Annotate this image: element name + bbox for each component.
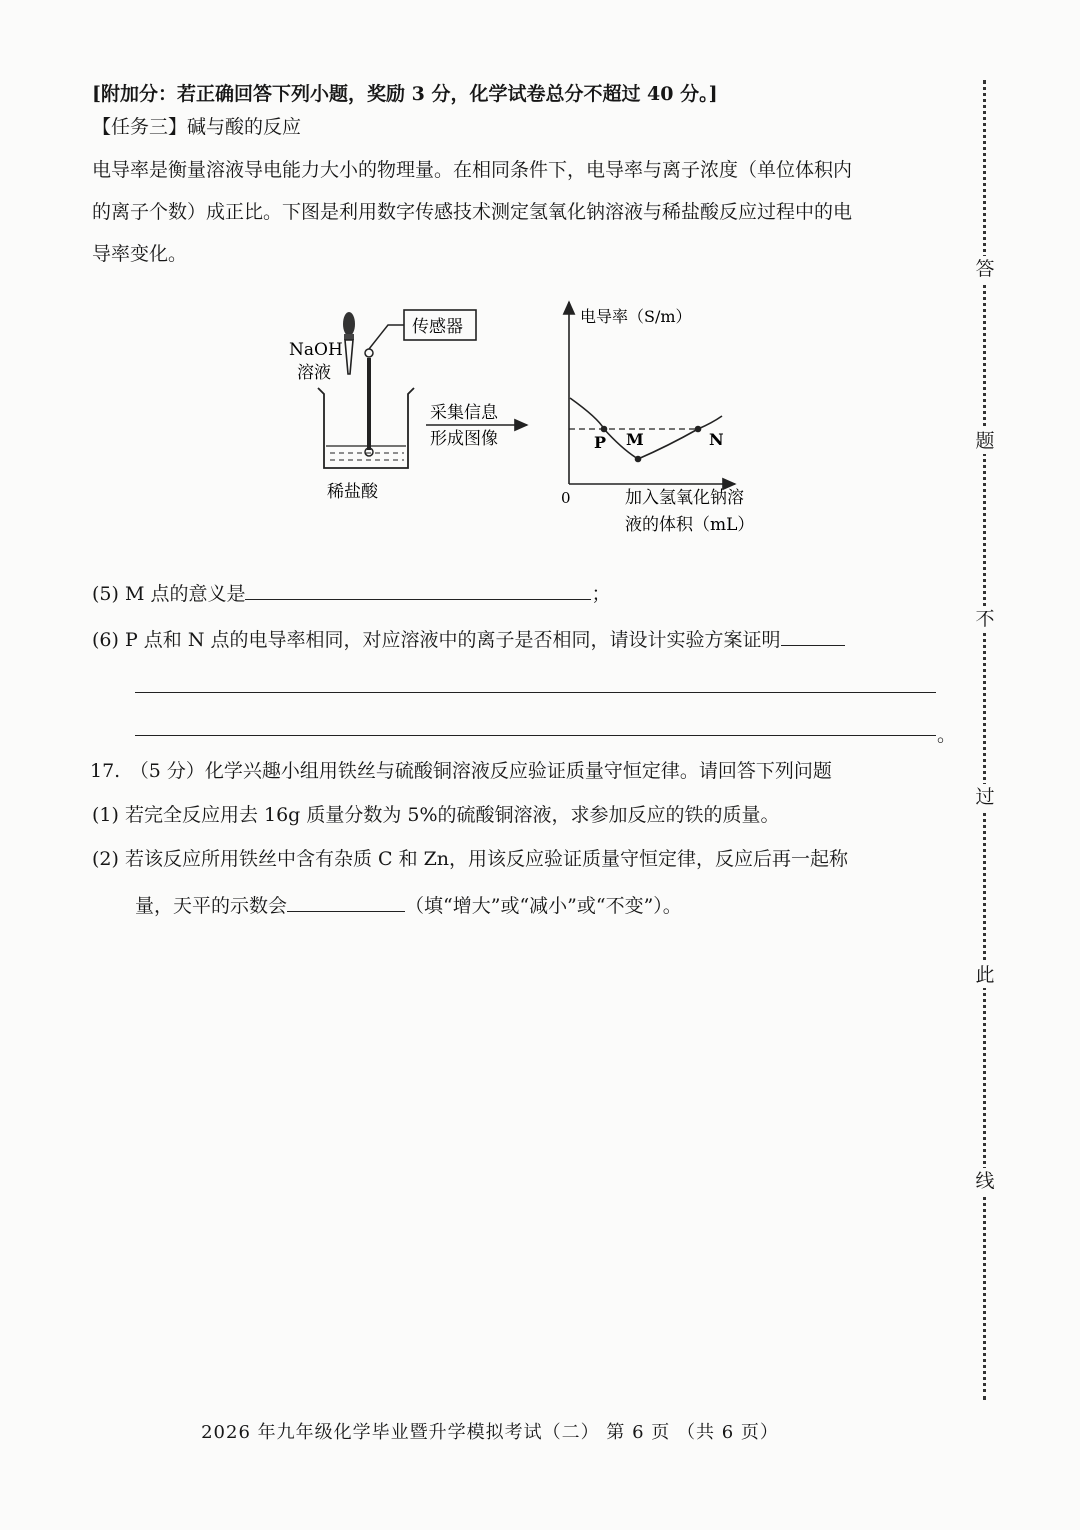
beaker-label: 稀盐酸 <box>327 482 378 502</box>
q6-end: 。 <box>937 724 957 746</box>
q17-sub2-text-a: 量，天平的示数会 <box>135 895 288 917</box>
q6-answer-blank-1[interactable] <box>781 627 845 646</box>
question-5 <box>92 580 610 608</box>
y-axis-label: 电导率（S/m） <box>580 307 692 326</box>
question-17-head: 17. （5 分）化学兴趣小组用铁丝与硫酸铜溶液反应验证质量守恒定律。请回答下列问题 <box>90 760 832 782</box>
question-17-sub2-line1: (2) 若该反应所用铁丝中含有杂质 C 和 Zn，用该反应验证质量守恒定律，反应后再一起称 <box>92 848 849 870</box>
naoh-label: NaOH <box>289 340 343 360</box>
q5-text: M 点的意义是 <box>124 583 246 605</box>
point-p-dot <box>601 426 608 433</box>
q17-answer-blank[interactable] <box>287 893 405 912</box>
question-6 <box>92 626 845 654</box>
q5-number: (5) <box>92 583 119 605</box>
arrow-label-2: 形成图像 <box>430 429 498 449</box>
task-title: 【任务三】碱与酸的反应 <box>92 116 302 138</box>
experiment-figure <box>0 290 800 540</box>
sensor-label: 传感器 <box>412 317 463 337</box>
seal-char-5: 此 <box>969 962 1001 988</box>
seal-char-1: 答 <box>969 256 1001 282</box>
point-n-label: N <box>709 430 724 449</box>
naoh-label-2: 溶液 <box>297 363 331 383</box>
question-17-sub2-line2 <box>135 892 682 920</box>
q6-number: (6) <box>92 629 119 651</box>
beaker-icon <box>318 388 414 468</box>
q6-text: P 点和 N 点的电导率相同，对应溶液中的离子是否相同，请设计实验方案证明 <box>124 629 781 651</box>
bonus-note: [附加分：若正确回答下列小题，奖励 3 分，化学试卷总分不超过 40 分。] <box>92 83 718 105</box>
q6-answer-line-2[interactable] <box>135 692 936 693</box>
seal-char-3: 不 <box>969 606 1001 632</box>
intro-line-1: 电导率是衡量溶液导电能力大小的物理量。在相同条件下，电导率与离子浓度（单位体积内 <box>92 159 853 181</box>
point-n-dot <box>695 426 702 433</box>
dropper-icon <box>343 312 355 374</box>
page-footer: 2026 年九年级化学毕业暨升学模拟考试（二） 第 6 页 （共 6 页） <box>201 1422 779 1443</box>
q5-end: ； <box>591 583 611 605</box>
intro-line-3: 导率变化。 <box>92 243 188 265</box>
question-17-sub1: (1) 若完全反应用去 16g 质量分数为 5%的硫酸铜溶液，求参加反应的铁的质量。 <box>92 804 780 826</box>
binding-line <box>963 80 1009 1400</box>
seal-char-2: 题 <box>969 428 1001 454</box>
seal-char-6: 线 <box>969 1168 1001 1194</box>
seal-char-4: 过 <box>969 784 1001 810</box>
q17-sub2-text-b: （填“增大”或“减小”或“不变”）。 <box>405 895 682 917</box>
arrow-label-1: 采集信息 <box>430 403 498 423</box>
origin-label: 0 <box>561 489 571 507</box>
q5-answer-blank[interactable] <box>245 581 591 600</box>
x-axis-label-2: 液的体积（mL） <box>625 515 755 535</box>
x-axis-label-1: 加入氢氧化钠溶 <box>625 488 744 508</box>
point-m-label: M <box>626 430 644 449</box>
intro-line-2: 的离子个数）成正比。下图是利用数字传感技术测定氢氧化钠溶液与稀盐酸反应过程中的电 <box>92 201 853 223</box>
point-p-label: P <box>594 433 607 452</box>
q6-answer-line-3[interactable] <box>135 735 936 736</box>
sensor-probe-icon <box>365 325 404 456</box>
point-m-dot <box>635 456 642 463</box>
